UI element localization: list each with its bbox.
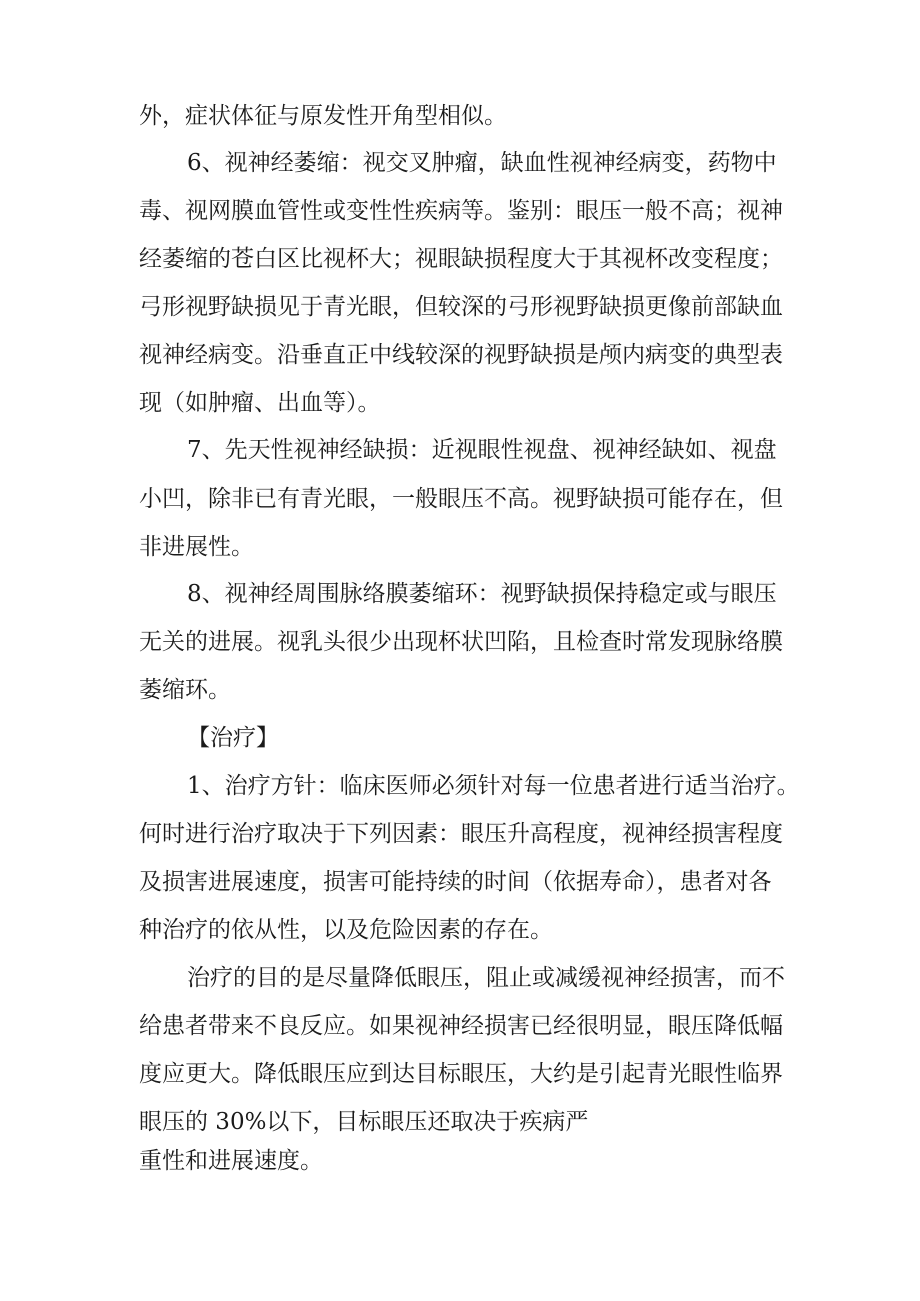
text-line: 1、治疗方针：临床医师必须针对每一位患者进行适当治疗。 xyxy=(187,773,800,799)
text-line: 非进展性。 xyxy=(139,534,254,560)
text-line: 视神经病变。沿垂直正中线较深的视野缺损是颅内病变的典型表 xyxy=(139,342,783,368)
text-line: 经萎缩的苍白区比视杯大；视眼缺损程度大于其视杯改变程度； xyxy=(139,246,783,272)
text-line: 外，症状体征与原发性开角型相似。 xyxy=(139,103,507,129)
text-line: 何时进行治疗取决于下列因素：眼压升高程度，视神经损害程度 xyxy=(139,821,783,847)
text-line: 种治疗的依从性，以及危险因素的存在。 xyxy=(139,917,553,943)
text-line: 6、视神经萎缩：视交叉肿瘤，缺血性视神经病变，药物中 xyxy=(187,150,777,176)
text-line: 及损害进展速度，损害可能持续的时间（依据寿命），患者对各 xyxy=(139,869,772,895)
text-line: 7、先天性视神经缺损：近视眼性视盘、视神经缺如、视盘 xyxy=(187,437,777,463)
text-line: 治疗的目的是尽量降低眼压，阻止或减缓视神经损害，而不 xyxy=(187,965,785,991)
text-line: 眼压的 30%以下，目标眼压还取决于疾病严 xyxy=(139,1109,589,1135)
text-line: 弓形视野缺损见于青光眼，但较深的弓形视野缺损更像前部缺血 xyxy=(139,294,783,320)
text-line: 现（如肿瘤、出血等）。 xyxy=(139,390,381,416)
text-line: 无关的进展。视乳头很少出现杯状凹陷，且检查时常发现脉络膜 xyxy=(139,629,783,655)
text-line: 重性和进展速度。 xyxy=(139,1148,323,1174)
text-line: 萎缩环。 xyxy=(139,677,231,703)
text-line: 给患者带来不良反应。如果视神经损害已经很明显，眼压降低幅 xyxy=(139,1013,783,1039)
text-line: 度应更大。降低眼压应到达目标眼压，大约是引起青光眼性临界 xyxy=(139,1061,783,1087)
text-line: 小凹，除非已有青光眼，一般眼压不高。视野缺损可能存在，但 xyxy=(139,486,783,512)
text-line: 毒、视网膜血管性或变性性疾病等。鉴别：眼压一般不高；视神 xyxy=(139,198,783,224)
section-heading: 【治疗】 xyxy=(187,725,279,751)
text-line: 8、视神经周围脉络膜萎缩环：视野缺损保持稳定或与眼压 xyxy=(187,581,777,607)
